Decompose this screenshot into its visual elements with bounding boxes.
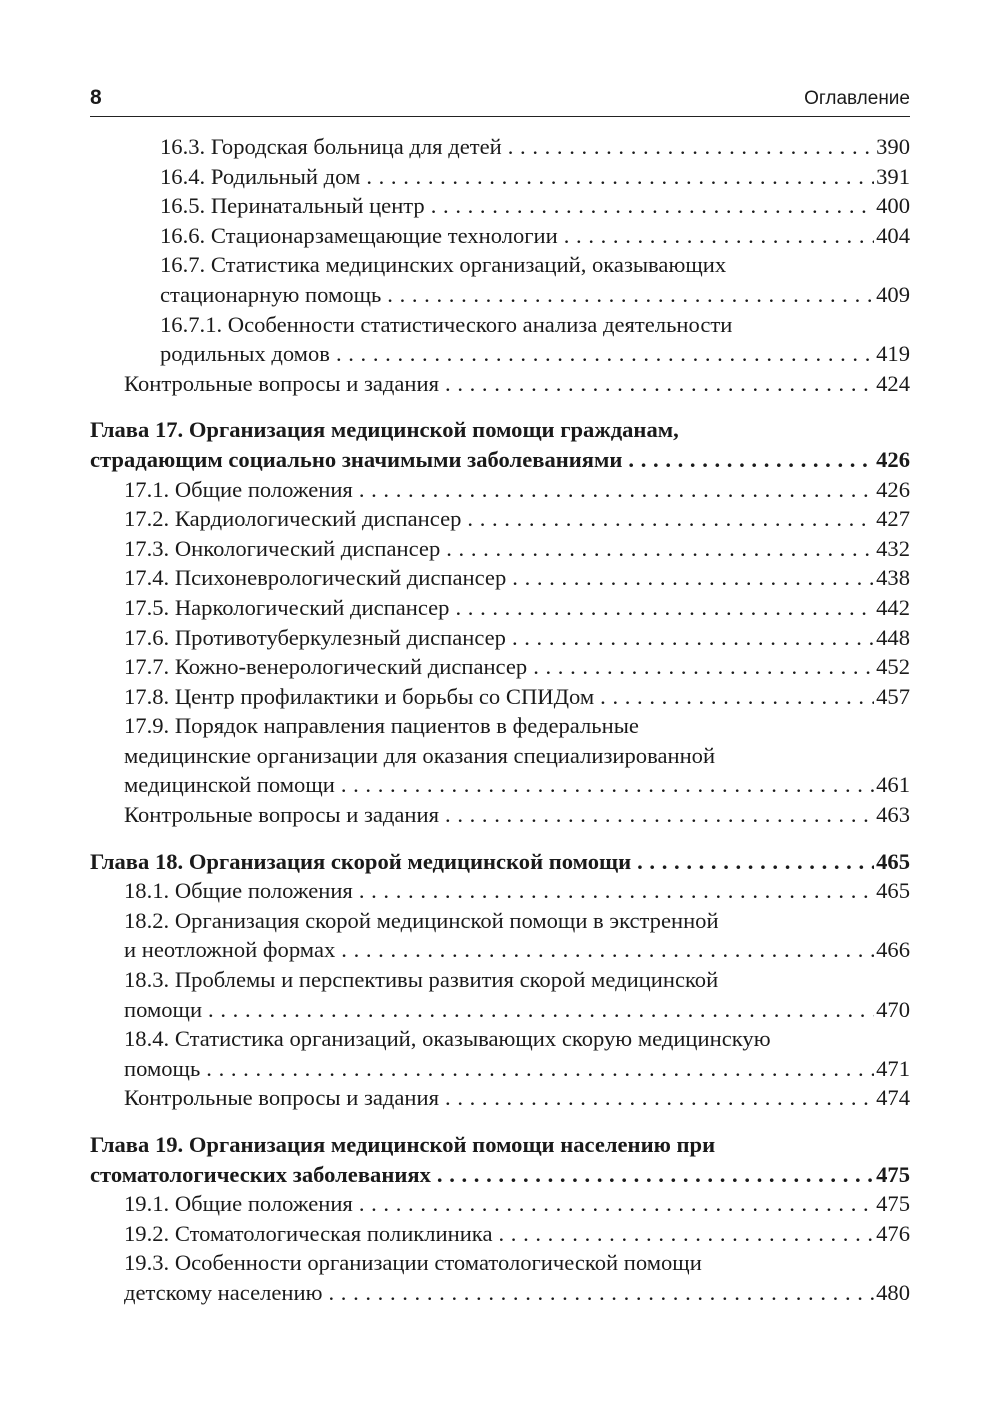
- entry-title-line: 19.1. Общие положения: [124, 1191, 353, 1217]
- dot-leader: [437, 1160, 874, 1190]
- entry-title-line: 16.4. Родильный дом: [160, 163, 361, 189]
- continued-section: [90, 132, 910, 398]
- toc-entry: [124, 534, 910, 564]
- entry-title-line: медицинские организации для оказания специализированной: [124, 742, 716, 768]
- page-ref: 404: [876, 222, 910, 248]
- entry-title-line: Глава 17. Организация медицинской помощи гражданам,: [90, 417, 679, 443]
- dot-leader: [208, 995, 874, 1025]
- entry-title-line: Контрольные вопросы и задания: [124, 1085, 440, 1111]
- page-header: [90, 86, 910, 117]
- page-ref: 442: [876, 594, 910, 620]
- dot-leader: [359, 876, 874, 906]
- page-ref: 391: [876, 163, 910, 189]
- page-ref: 409: [876, 281, 910, 307]
- entry-title-line: Глава 18. Организация скорой медицинской помощи: [90, 848, 632, 874]
- page-ref: 432: [876, 535, 910, 561]
- page-ref: 475: [876, 1191, 910, 1217]
- page-ref: 475: [876, 1161, 910, 1187]
- dot-leader: [508, 132, 874, 162]
- entry-title-line: 16.5. Перинатальный центр: [160, 193, 425, 219]
- dot-leader: [328, 1278, 874, 1308]
- entry-title-line: помощь: [124, 1055, 201, 1081]
- page-ref: 463: [876, 802, 910, 828]
- dot-leader: [206, 1054, 874, 1084]
- toc-entry: [124, 682, 910, 712]
- dot-leader: [564, 221, 874, 251]
- toc-entry: [160, 191, 910, 221]
- entry-title-line: помощи: [124, 996, 203, 1022]
- toc-entry: [124, 906, 910, 965]
- entry-title-line: 17.3. Онкологический диспансер: [124, 535, 441, 561]
- entry-title-line: родильных домов: [160, 341, 330, 367]
- chapter-title: [90, 415, 910, 474]
- page-ref: 461: [876, 772, 910, 798]
- toc-entry: [124, 1024, 910, 1083]
- entry-title-line: стоматологических заболеваниях: [90, 1161, 431, 1187]
- toc-entry: [124, 369, 910, 399]
- entry-title-line: 18.4. Статистика организаций, оказывающих скорую медицинскую: [124, 1026, 771, 1052]
- toc-entry: [124, 876, 910, 906]
- entry-title-line: медицинской помощи: [124, 772, 335, 798]
- page-ref: 400: [876, 193, 910, 219]
- page-ref: 457: [876, 683, 910, 709]
- toc-entry: [124, 623, 910, 653]
- dot-leader: [341, 770, 874, 800]
- toc-entry: [160, 162, 910, 192]
- page-ref: 465: [876, 878, 910, 904]
- toc-entry: [160, 310, 910, 369]
- entry-title-line: 19.3. Особенности организации стоматологической помощи: [124, 1250, 702, 1276]
- dot-leader: [512, 563, 874, 593]
- page-ref: 424: [876, 370, 910, 396]
- page-ref: 419: [876, 341, 910, 367]
- dot-leader: [455, 593, 874, 623]
- page-ref: 390: [876, 134, 910, 159]
- entry-title-line: 17.9. Порядок направления пациентов в федеральные: [124, 713, 639, 739]
- entry-title-line: 16.6. Стационарзамещающие технологии: [160, 222, 558, 248]
- chapter-title: [90, 847, 910, 877]
- entry-title-line: Контрольные вопросы и задания: [124, 370, 440, 396]
- page-ref: 466: [876, 937, 910, 963]
- page-number: 8: [90, 86, 102, 109]
- dot-leader: [341, 935, 874, 965]
- entry-title-line: 16.7. Статистика медицинских организаций, оказывающих: [160, 252, 727, 278]
- dot-leader: [445, 369, 874, 399]
- page-ref: 474: [876, 1085, 910, 1111]
- toc-entry: [124, 1219, 910, 1249]
- toc-entry: [124, 1189, 910, 1219]
- toc-entry: [124, 1083, 910, 1113]
- dot-leader: [533, 652, 874, 682]
- dot-leader: [431, 191, 874, 221]
- entry-title-line: страдающим социально значимыми заболеваниями: [90, 446, 623, 472]
- dot-leader: [359, 1189, 874, 1219]
- entry-title-line: Глава 19. Организация медицинской помощи населению при: [90, 1132, 716, 1157]
- entry-title-line: 17.6. Противотуберкулезный диспансер: [124, 624, 506, 650]
- dot-leader: [336, 339, 874, 369]
- dot-leader: [512, 623, 874, 653]
- dot-leader: [366, 162, 874, 192]
- toc-entry: [160, 250, 910, 309]
- toc-entry: [160, 221, 910, 251]
- entry-title-line: 18.2. Организация скорой медицинской помощи в экстренной: [124, 907, 719, 933]
- chapter-title: [90, 1130, 910, 1189]
- toc-entry: [124, 711, 910, 800]
- toc-entry: [124, 1248, 910, 1307]
- entry-title-line: 19.2. Стоматологическая поликлиника: [124, 1220, 493, 1246]
- dot-leader: [628, 445, 874, 475]
- entry-title-line: 16.3. Городская больница для детей: [160, 134, 502, 159]
- entry-title-line: 18.1. Общие положения: [124, 878, 353, 904]
- chapter-section: [90, 415, 910, 829]
- toc-entry: [124, 475, 910, 505]
- page-ref: 448: [876, 624, 910, 650]
- page-ref: 426: [876, 446, 910, 472]
- dot-leader: [600, 682, 874, 712]
- toc-entry: [124, 965, 910, 1024]
- toc-entry: [124, 563, 910, 593]
- entry-title-line: 17.2. Кардиологический диспансер: [124, 506, 462, 532]
- entry-title-line: Контрольные вопросы и задания: [124, 802, 440, 828]
- page-ref: 465: [876, 848, 910, 874]
- entry-title-line: 17.8. Центр профилактики и борьбы со СПИДом: [124, 683, 595, 709]
- dot-leader: [359, 475, 874, 505]
- page-ref: 480: [876, 1279, 910, 1305]
- toc-entry: [160, 132, 910, 162]
- toc-entry: [124, 652, 910, 682]
- dot-leader: [498, 1219, 874, 1249]
- page-ref: 438: [876, 565, 910, 591]
- page-ref: 427: [876, 506, 910, 532]
- dot-leader: [637, 847, 874, 877]
- dot-leader: [445, 1083, 874, 1113]
- page-ref: 452: [876, 654, 910, 680]
- toc-entry: [124, 800, 910, 830]
- dot-leader: [446, 534, 874, 564]
- page-ref: 471: [876, 1055, 910, 1081]
- toc-entry: [124, 593, 910, 623]
- entry-title-line: и неотложной формах: [124, 937, 336, 963]
- entry-title-line: 17.1. Общие положения: [124, 476, 353, 502]
- toc-entry: [124, 504, 910, 534]
- page-ref: 470: [876, 996, 910, 1022]
- table-of-contents: [90, 132, 910, 1308]
- page-ref: 426: [876, 476, 910, 502]
- running-title: Оглавление: [804, 88, 910, 109]
- chapter-section: [90, 847, 910, 1113]
- dot-leader: [387, 280, 874, 310]
- entry-title-line: 17.4. Психоневрологический диспансер: [124, 565, 507, 591]
- page-ref: 476: [876, 1220, 910, 1246]
- entry-title-line: 16.7.1. Особенности статистического анализа деятельности: [160, 311, 733, 337]
- dot-leader: [445, 800, 874, 830]
- entry-title-line: 17.5. Наркологический диспансер: [124, 594, 450, 620]
- entry-title-line: детскому населению: [124, 1279, 323, 1305]
- entry-title-line: стационарную помощь: [160, 281, 382, 307]
- entry-title-line: 18.3. Проблемы и перспективы развития скорой медицинской: [124, 967, 719, 993]
- entry-title-line: 17.7. Кожно-венерологический диспансер: [124, 654, 528, 680]
- chapter-section: [90, 1130, 910, 1308]
- dot-leader: [467, 504, 874, 534]
